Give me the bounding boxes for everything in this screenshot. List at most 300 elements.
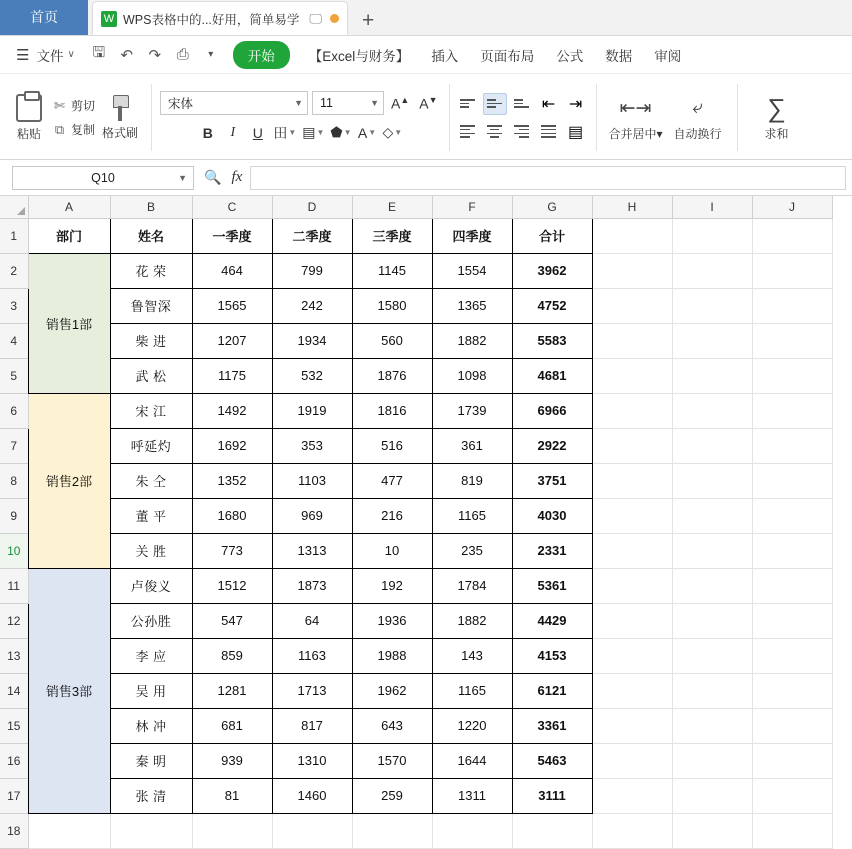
unsaved-dot-icon <box>330 14 339 23</box>
cell-G7[interactable]: 2922 <box>512 428 592 463</box>
cell-J13[interactable] <box>752 638 832 673</box>
font-family-select[interactable] <box>160 91 308 115</box>
row-header-16[interactable]: 16 <box>0 743 28 778</box>
row-header-2[interactable]: 2 <box>0 253 28 288</box>
cell-C17[interactable]: 81 <box>192 778 272 813</box>
cell-B14[interactable]: 吴 用 <box>110 673 192 708</box>
save-icon[interactable]: 🖫 <box>92 44 106 61</box>
cell-I9[interactable] <box>672 498 752 533</box>
cell-J8[interactable] <box>752 463 832 498</box>
sigma-icon: ∑ <box>767 92 786 123</box>
cell-E15[interactable]: 643 <box>352 708 432 743</box>
merge-cells-icon: ⇤⇥ <box>619 97 652 119</box>
column-header-J[interactable]: J <box>752 196 832 218</box>
cell-H11[interactable] <box>592 568 672 603</box>
cell-G8[interactable]: 3751 <box>512 463 592 498</box>
cell-E18[interactable] <box>352 813 432 848</box>
cell-D3[interactable]: 242 <box>272 288 352 323</box>
row-header-1[interactable]: 1 <box>0 218 28 253</box>
table-row <box>0 778 832 813</box>
cell-H10[interactable] <box>592 533 672 568</box>
table-row <box>0 393 832 428</box>
wrap-text-icon: ⤶ <box>692 97 703 118</box>
cell-B12[interactable]: 公孙胜 <box>110 603 192 638</box>
chevron-down-icon: ∨ <box>67 49 75 60</box>
cell-G2[interactable]: 3962 <box>512 253 592 288</box>
ribbon-divider <box>151 84 152 151</box>
row-header-5[interactable]: 5 <box>0 358 28 393</box>
font-group <box>154 78 447 157</box>
cell-G10[interactable]: 2331 <box>512 533 592 568</box>
cell-E14[interactable]: 1962 <box>352 673 432 708</box>
cell-H12[interactable] <box>592 603 672 638</box>
cell-F12[interactable]: 1882 <box>432 603 512 638</box>
cell-H5[interactable] <box>592 358 672 393</box>
cell-F13[interactable]: 143 <box>432 638 512 673</box>
cell-E12[interactable]: 1936 <box>352 603 432 638</box>
row-header-17[interactable]: 17 <box>0 778 28 813</box>
align-center-button[interactable] <box>483 121 507 143</box>
merge-center-button[interactable] <box>605 93 667 142</box>
clipboard-group <box>0 78 149 157</box>
cell-I5[interactable] <box>672 358 752 393</box>
cell-D7[interactable]: 353 <box>272 428 352 463</box>
alignment-group <box>452 78 594 157</box>
cell-C12[interactable]: 547 <box>192 603 272 638</box>
cell-I14[interactable] <box>672 673 752 708</box>
cell-A6-dept[interactable]: 销售2部 <box>28 393 110 568</box>
cell-G18[interactable] <box>512 813 592 848</box>
wrap-text-label: 自动换行 <box>673 127 722 141</box>
cell-D17[interactable]: 1460 <box>272 778 352 813</box>
cell-I6[interactable] <box>672 393 752 428</box>
cell-J1[interactable] <box>752 218 832 253</box>
cell-G17[interactable]: 3111 <box>512 778 592 813</box>
tab-formula[interactable]: 公式 <box>556 48 584 64</box>
cell-H18[interactable] <box>592 813 672 848</box>
align-right-button[interactable] <box>510 121 534 143</box>
table-row <box>0 533 832 568</box>
tab-data[interactable]: 数据 <box>605 48 633 64</box>
name-box[interactable] <box>12 166 194 190</box>
cell-D9[interactable]: 969 <box>272 498 352 533</box>
cell-J10[interactable] <box>752 533 832 568</box>
fill-color-button[interactable]: ⬟ ▼ <box>330 124 352 140</box>
cell-B17[interactable]: 张 清 <box>110 778 192 813</box>
cell-J12[interactable] <box>752 603 832 638</box>
cell-A11-dept[interactable]: 销售3部 <box>28 568 110 813</box>
ribbon <box>0 74 852 160</box>
row-header-12[interactable]: 12 <box>0 603 28 638</box>
table-row <box>0 743 832 778</box>
column-header-I[interactable]: I <box>672 196 752 218</box>
table-row <box>0 813 832 848</box>
formula-input[interactable] <box>250 166 846 190</box>
cell-B1[interactable]: 姓名 <box>110 218 192 253</box>
row-header-11[interactable]: 11 <box>0 568 28 603</box>
cell-F5[interactable]: 1098 <box>432 358 512 393</box>
table-row <box>0 463 832 498</box>
file-menu-label: 文件 <box>36 48 64 64</box>
monitor-icon[interactable]: 🖵 <box>309 10 322 26</box>
cell-G12[interactable]: 4429 <box>512 603 592 638</box>
font-size-select[interactable] <box>312 91 384 115</box>
cell-E17[interactable]: 259 <box>352 778 432 813</box>
cell-H13[interactable] <box>592 638 672 673</box>
cell-style-button[interactable]: ▤ ▼ <box>302 124 325 140</box>
increase-indent-button[interactable]: ⇥ <box>568 95 583 113</box>
cell-D12[interactable]: 64 <box>272 603 352 638</box>
cell-C1[interactable]: 一季度 <box>192 218 272 253</box>
column-header-H[interactable]: H <box>592 196 672 218</box>
cell-E3[interactable]: 1580 <box>352 288 432 323</box>
wps-spreadsheet-icon: W <box>101 11 117 27</box>
justify-button[interactable] <box>537 121 561 143</box>
tab-excel-finance[interactable]: 【Excel与财务】 <box>308 48 410 64</box>
format-painter-button[interactable] <box>97 95 143 141</box>
cell-I10[interactable] <box>672 533 752 568</box>
cell-E11[interactable]: 192 <box>352 568 432 603</box>
quick-access-caret-icon[interactable]: ▾ <box>208 49 214 60</box>
paste-button[interactable] <box>6 94 52 142</box>
tab-page-layout[interactable]: 页面布局 <box>480 48 535 64</box>
cell-B18[interactable] <box>110 813 192 848</box>
table-row <box>0 568 832 603</box>
cell-F17[interactable]: 1311 <box>432 778 512 813</box>
cell-B7[interactable]: 呼延灼 <box>110 428 192 463</box>
cell-I2[interactable] <box>672 253 752 288</box>
wrap-text-button[interactable] <box>667 93 729 142</box>
cell-F7[interactable]: 361 <box>432 428 512 463</box>
document-tab-title: WPS表格中的...好用，简单易学 <box>123 12 300 27</box>
cell-D18[interactable] <box>272 813 352 848</box>
column-header-row <box>0 196 832 218</box>
decrease-indent-button[interactable]: ⇤ <box>541 95 556 113</box>
cell-D4[interactable]: 1934 <box>272 323 352 358</box>
cell-C3[interactable]: 1565 <box>192 288 272 323</box>
cell-F16[interactable]: 1644 <box>432 743 512 778</box>
cell-D15[interactable]: 817 <box>272 708 352 743</box>
table-row <box>0 603 832 638</box>
redo-icon[interactable]: ↷ <box>148 46 162 64</box>
cell-D8[interactable]: 1103 <box>272 463 352 498</box>
row-header-18[interactable]: 18 <box>0 813 28 848</box>
cell-E5[interactable]: 1876 <box>352 358 432 393</box>
row-header-7[interactable]: 7 <box>0 428 28 463</box>
cell-J16[interactable] <box>752 743 832 778</box>
bold-button[interactable]: B <box>202 124 213 141</box>
cell-A18[interactable] <box>28 813 110 848</box>
cell-D11[interactable]: 1873 <box>272 568 352 603</box>
cell-H2[interactable] <box>592 253 672 288</box>
table-row <box>0 673 832 708</box>
cell-B9[interactable]: 董 平 <box>110 498 192 533</box>
chevron-down-icon: ▼ <box>370 98 380 108</box>
tab-bar <box>0 0 852 36</box>
cell-E13[interactable]: 1988 <box>352 638 432 673</box>
cell-H9[interactable] <box>592 498 672 533</box>
cell-I8[interactable] <box>672 463 752 498</box>
cell-D10[interactable]: 1313 <box>272 533 352 568</box>
sum-group <box>740 78 814 157</box>
italic-button[interactable]: I <box>230 124 236 140</box>
cell-C8[interactable]: 1352 <box>192 463 272 498</box>
cell-C2[interactable]: 464 <box>192 253 272 288</box>
cell-H7[interactable] <box>592 428 672 463</box>
cell-B4[interactable]: 柴 进 <box>110 323 192 358</box>
row-header-6[interactable]: 6 <box>0 393 28 428</box>
merge-center-label: 合并居中▾ <box>608 127 663 141</box>
cell-B8[interactable]: 朱 仝 <box>110 463 192 498</box>
cell-H8[interactable] <box>592 463 672 498</box>
cell-I12[interactable] <box>672 603 752 638</box>
new-tab-button[interactable]: + <box>361 9 375 32</box>
cell-I3[interactable] <box>672 288 752 323</box>
merge-group <box>599 78 735 157</box>
row-header-3[interactable]: 3 <box>0 288 28 323</box>
cell-G6[interactable]: 6966 <box>512 393 592 428</box>
cell-D13[interactable]: 1163 <box>272 638 352 673</box>
cell-C9[interactable]: 1680 <box>192 498 272 533</box>
cell-G14[interactable]: 6121 <box>512 673 592 708</box>
cell-G13[interactable]: 4153 <box>512 638 592 673</box>
row-header-8[interactable]: 8 <box>0 463 28 498</box>
tab-insert[interactable]: 插入 <box>431 48 459 64</box>
cell-C5[interactable]: 1175 <box>192 358 272 393</box>
table-row <box>0 428 832 463</box>
cell-J15[interactable] <box>752 708 832 743</box>
cell-F1[interactable]: 四季度 <box>432 218 512 253</box>
copy-button[interactable] <box>52 121 95 138</box>
cell-E2[interactable]: 1145 <box>352 253 432 288</box>
increase-font-size-button[interactable]: A▲ <box>391 94 410 112</box>
file-menu[interactable] <box>36 45 74 65</box>
cell-G16[interactable]: 5463 <box>512 743 592 778</box>
spreadsheet-area[interactable] <box>0 196 852 838</box>
cell-C13[interactable]: 859 <box>192 638 272 673</box>
cell-D14[interactable]: 1713 <box>272 673 352 708</box>
document-tab[interactable] <box>92 1 348 35</box>
column-header-A[interactable]: A <box>28 196 110 218</box>
cell-H14[interactable] <box>592 673 672 708</box>
tab-review[interactable]: 审阅 <box>654 48 682 64</box>
cell-J6[interactable] <box>752 393 832 428</box>
cell-H17[interactable] <box>592 778 672 813</box>
cell-C7[interactable]: 1692 <box>192 428 272 463</box>
cell-B16[interactable]: 秦 明 <box>110 743 192 778</box>
insert-function-icon[interactable]: fx <box>231 169 243 185</box>
cell-J7[interactable] <box>752 428 832 463</box>
cell-G5[interactable]: 4681 <box>512 358 592 393</box>
cell-F9[interactable]: 1165 <box>432 498 512 533</box>
font-color-button[interactable]: A ▼ <box>357 124 377 141</box>
cell-J9[interactable] <box>752 498 832 533</box>
cell-E7[interactable]: 516 <box>352 428 432 463</box>
cell-B2[interactable]: 花 荣 <box>110 253 192 288</box>
zoom-out-icon[interactable]: 🔍 <box>204 169 222 185</box>
column-header-C[interactable]: C <box>192 196 272 218</box>
cell-C4[interactable]: 1207 <box>192 323 272 358</box>
select-all-corner[interactable] <box>0 196 28 218</box>
cell-F11[interactable]: 1784 <box>432 568 512 603</box>
cell-E8[interactable]: 477 <box>352 463 432 498</box>
cell-B5[interactable]: 武 松 <box>110 358 192 393</box>
distribute-button[interactable]: ▤ <box>567 123 584 141</box>
table-row <box>0 218 832 253</box>
cell-F15[interactable]: 1220 <box>432 708 512 743</box>
home-tab-label: 首页 <box>30 9 58 25</box>
underline-button[interactable]: U <box>252 124 263 141</box>
cell-B6[interactable]: 宋 江 <box>110 393 192 428</box>
ribbon-divider <box>449 84 450 151</box>
cell-B3[interactable]: 鲁智深 <box>110 288 192 323</box>
cell-D6[interactable]: 1919 <box>272 393 352 428</box>
cell-G9[interactable]: 4030 <box>512 498 592 533</box>
row-header-14[interactable]: 14 <box>0 673 28 708</box>
cell-D16[interactable]: 1310 <box>272 743 352 778</box>
cell-F2[interactable]: 1554 <box>432 253 512 288</box>
menu-bar <box>0 36 852 74</box>
cell-I13[interactable] <box>672 638 752 673</box>
cell-C10[interactable]: 773 <box>192 533 272 568</box>
cell-J18[interactable] <box>752 813 832 848</box>
row-header-9[interactable]: 9 <box>0 498 28 533</box>
cell-E1[interactable]: 三季度 <box>352 218 432 253</box>
cut-button[interactable] <box>52 97 95 114</box>
cell-H16[interactable] <box>592 743 672 778</box>
table-row <box>0 498 832 533</box>
copy-label: 复制 <box>71 123 96 137</box>
cell-B11[interactable]: 卢俊义 <box>110 568 192 603</box>
cell-E10[interactable]: 10 <box>352 533 432 568</box>
cell-J3[interactable] <box>752 288 832 323</box>
scissors-icon: ✄ <box>54 97 65 113</box>
font-family-value: 宋体 <box>168 97 194 111</box>
shape-style-button[interactable]: ◇ ▼ <box>382 124 403 140</box>
cell-F8[interactable]: 819 <box>432 463 512 498</box>
format-painter-icon <box>109 95 131 121</box>
cell-C14[interactable]: 1281 <box>192 673 272 708</box>
table-row <box>0 708 832 743</box>
borders-button[interactable]: 田 ▼ <box>273 124 297 141</box>
cell-F18[interactable] <box>432 813 512 848</box>
row-header-10[interactable]: 10 <box>0 533 28 568</box>
cell-H6[interactable] <box>592 393 672 428</box>
decrease-font-size-button[interactable]: A▼ <box>419 94 438 112</box>
cell-I15[interactable] <box>672 708 752 743</box>
autosum-label: 求和 <box>764 127 789 141</box>
cell-I1[interactable] <box>672 218 752 253</box>
cell-E16[interactable]: 1570 <box>352 743 432 778</box>
cell-D5[interactable]: 532 <box>272 358 352 393</box>
cell-C16[interactable]: 939 <box>192 743 272 778</box>
cell-J17[interactable] <box>752 778 832 813</box>
cell-H3[interactable] <box>592 288 672 323</box>
cell-H15[interactable] <box>592 708 672 743</box>
row-header-13[interactable]: 13 <box>0 638 28 673</box>
cell-E6[interactable]: 1816 <box>352 393 432 428</box>
column-header-D[interactable]: D <box>272 196 352 218</box>
cell-G4[interactable]: 5583 <box>512 323 592 358</box>
cell-B15[interactable]: 林 冲 <box>110 708 192 743</box>
cell-F14[interactable]: 1165 <box>432 673 512 708</box>
cell-G11[interactable]: 5361 <box>512 568 592 603</box>
cell-A2-dept[interactable]: 销售1部 <box>28 253 110 393</box>
hamburger-icon[interactable]: ☰ <box>16 46 30 64</box>
cell-F4[interactable]: 1882 <box>432 323 512 358</box>
tab-start[interactable]: 开始 <box>233 41 290 69</box>
cell-J14[interactable] <box>752 673 832 708</box>
cell-G15[interactable]: 3361 <box>512 708 592 743</box>
table-row <box>0 638 832 673</box>
table-row <box>0 253 832 288</box>
column-header-E[interactable]: E <box>352 196 432 218</box>
cell-C15[interactable]: 681 <box>192 708 272 743</box>
cell-G1[interactable]: 合计 <box>512 218 592 253</box>
home-tab[interactable] <box>0 0 88 35</box>
cell-B13[interactable]: 李 应 <box>110 638 192 673</box>
cell-C18[interactable] <box>192 813 272 848</box>
column-header-F[interactable]: F <box>432 196 512 218</box>
undo-icon[interactable]: ↶ <box>120 46 134 64</box>
sheet-grid <box>0 196 833 849</box>
cell-F6[interactable]: 1739 <box>432 393 512 428</box>
chevron-down-icon: ▼ <box>294 98 304 108</box>
cell-E9[interactable]: 216 <box>352 498 432 533</box>
cell-I18[interactable] <box>672 813 752 848</box>
ribbon-divider <box>596 84 597 151</box>
cell-I4[interactable] <box>672 323 752 358</box>
cell-E4[interactable]: 560 <box>352 323 432 358</box>
cell-I11[interactable] <box>672 568 752 603</box>
cell-G3[interactable]: 4752 <box>512 288 592 323</box>
autosum-button[interactable] <box>746 93 808 142</box>
align-middle-button[interactable] <box>483 93 507 115</box>
row-header-4[interactable]: 4 <box>0 323 28 358</box>
align-left-button[interactable] <box>456 121 480 143</box>
cell-H1[interactable] <box>592 218 672 253</box>
cell-D2[interactable]: 799 <box>272 253 352 288</box>
row-header-15[interactable]: 15 <box>0 708 28 743</box>
print-icon[interactable]: ⎙ <box>176 46 189 63</box>
cell-J5[interactable] <box>752 358 832 393</box>
cell-B10[interactable]: 关 胜 <box>110 533 192 568</box>
align-top-button[interactable] <box>456 93 480 115</box>
cell-I17[interactable] <box>672 778 752 813</box>
cell-I7[interactable] <box>672 428 752 463</box>
cell-H4[interactable] <box>592 323 672 358</box>
column-header-G[interactable]: G <box>512 196 592 218</box>
copy-icon: ⧉ <box>54 121 65 137</box>
cell-F10[interactable]: 235 <box>432 533 512 568</box>
cut-label: 剪切 <box>71 99 96 113</box>
cell-F3[interactable]: 1365 <box>432 288 512 323</box>
cell-J4[interactable] <box>752 323 832 358</box>
chevron-down-icon: ▼ <box>178 172 187 183</box>
cell-I16[interactable] <box>672 743 752 778</box>
column-header-B[interactable]: B <box>110 196 192 218</box>
align-bottom-button[interactable] <box>510 93 534 115</box>
name-box-value: Q10 <box>91 170 115 185</box>
cell-C11[interactable]: 1512 <box>192 568 272 603</box>
table-row <box>0 288 832 323</box>
cell-C6[interactable]: 1492 <box>192 393 272 428</box>
cell-D1[interactable]: 二季度 <box>272 218 352 253</box>
font-size-value: 11 <box>320 96 333 110</box>
cell-J11[interactable] <box>752 568 832 603</box>
cell-A1[interactable]: 部门 <box>28 218 110 253</box>
cell-J2[interactable] <box>752 253 832 288</box>
